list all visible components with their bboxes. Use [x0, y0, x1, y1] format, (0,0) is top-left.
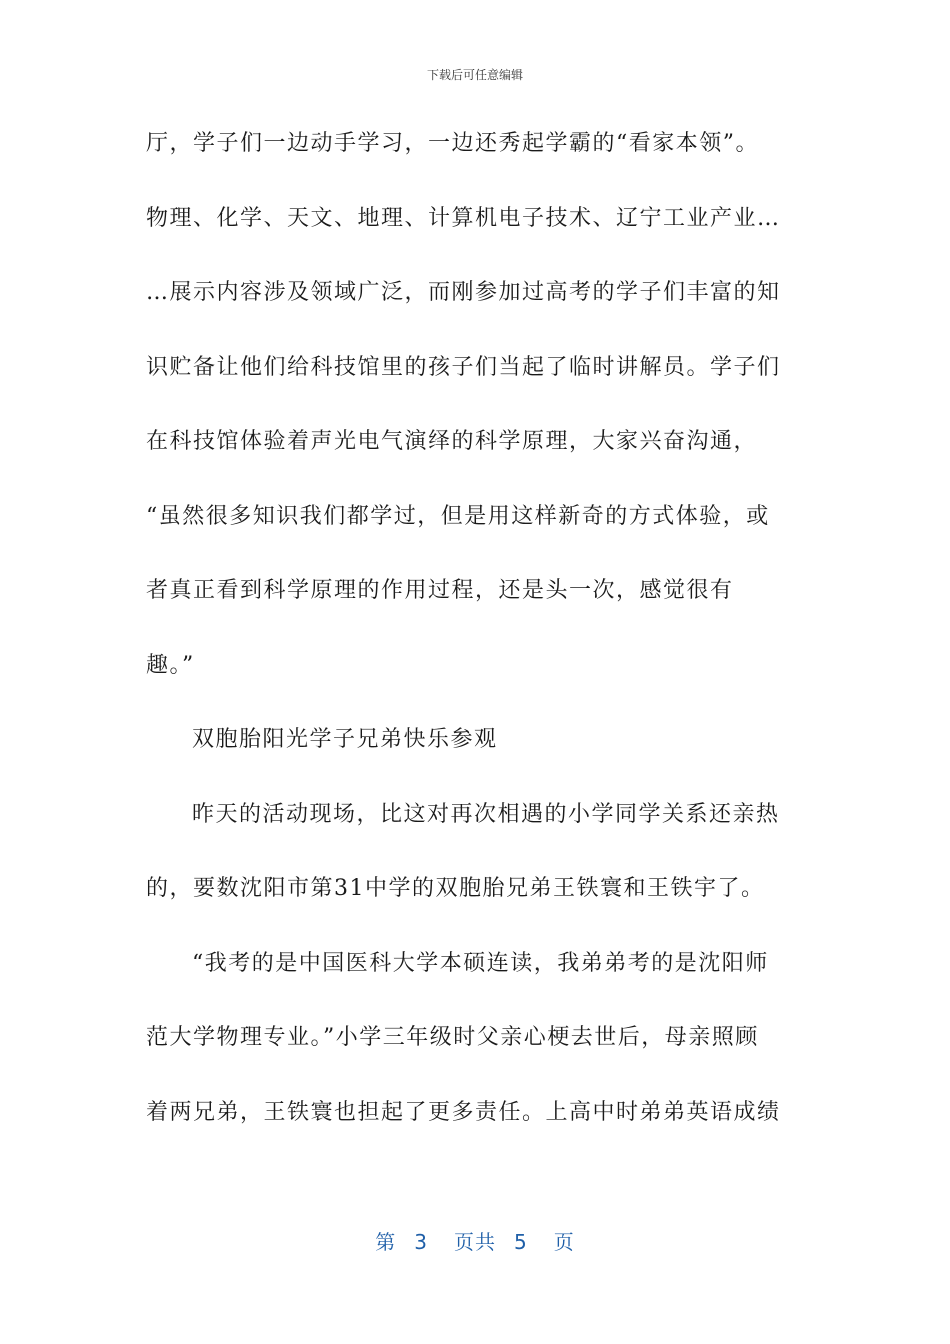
- text-line: 者真正看到科学原理的作用过程，还是头一次，感觉很有: [146, 578, 734, 603]
- page-header: 下载后可任意编辑: [426, 68, 523, 82]
- text-line: 趣。”: [146, 652, 195, 678]
- text-line: …展示内容涉及领域广泛，而刚参加过高考的学子们丰富的知: [146, 280, 781, 305]
- section-heading: 双胞胎阳光学子兄弟快乐参观: [192, 727, 498, 752]
- text-line: 着两兄弟，王铁寰也担起了更多责任。上高中时弟弟英语成绩: [146, 1099, 781, 1125]
- footer-prefix: 第: [375, 1230, 397, 1254]
- text-line: 识贮备让他们给科技馆里的孩子们当起了临时讲解员。学子们: [146, 354, 781, 380]
- text-line: 厅，学子们一边动手学习，一边还秀起学霸的“看家本领”。: [146, 131, 759, 156]
- page-footer: [0, 1226, 950, 1255]
- text-line: 的，要数沈阳市第31中学的双胞胎兄弟王铁寰和王铁宇了。: [146, 876, 765, 901]
- text-line: 物理、化学、天文、地理、计算机电子技术、辽宁工业产业…: [146, 205, 781, 231]
- text-line: 昨天的活动现场，比这对再次相遇的小学同学关系还亲热: [192, 801, 780, 827]
- text-line: 范大学物理专业。”小学三年级时父亲心梗去世后，母亲照顾: [146, 1025, 759, 1050]
- text-line: 在科技馆体验着声光电气演绎的科学原理，大家兴奋沟通，: [146, 429, 758, 454]
- text-line: “虽然很多知识我们都学过，但是用这样新奇的方式体验，或: [146, 503, 770, 529]
- text-line: “我考的是中国医科大学本硕连读，我弟弟考的是沈阳师: [192, 950, 769, 976]
- footer-middle: 页共: [454, 1230, 496, 1254]
- total-pages-number: 5: [514, 1230, 528, 1254]
- footer-suffix: 页: [553, 1230, 575, 1254]
- body-text: [146, 124, 806, 1167]
- current-page-number: 3: [414, 1230, 428, 1254]
